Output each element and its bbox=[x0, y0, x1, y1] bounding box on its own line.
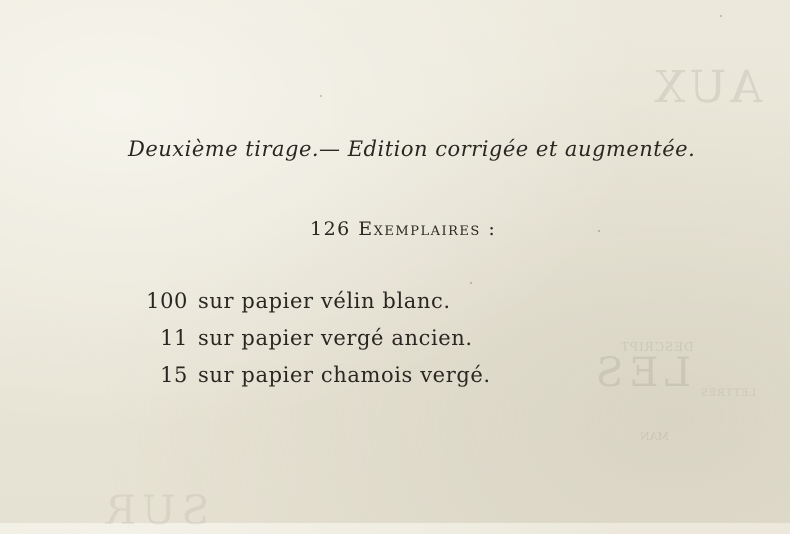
copy-count: 100 bbox=[146, 289, 188, 313]
copies-heading: 126 Exemplaires : bbox=[310, 218, 497, 240]
copy-count: 11 bbox=[160, 326, 188, 350]
paper-speck bbox=[320, 95, 322, 97]
list-item bbox=[140, 360, 491, 397]
show-through-text: LES bbox=[590, 350, 692, 396]
paper-speck bbox=[598, 230, 600, 232]
paper-type: sur papier chamois vergé. bbox=[198, 363, 491, 387]
copy-count: 15 bbox=[160, 363, 188, 387]
show-through-text: SUR bbox=[100, 488, 210, 534]
list-item bbox=[140, 286, 491, 323]
edition-note: Deuxième tirage.— Edition corrigée et augmentée. bbox=[128, 137, 696, 161]
show-through-text: LETTRES bbox=[700, 388, 757, 399]
show-through-text: DESCRIPT bbox=[620, 340, 694, 354]
list-item bbox=[140, 323, 491, 360]
show-through-text: MAN bbox=[640, 430, 669, 443]
paper-speck bbox=[720, 15, 722, 17]
paper-speck bbox=[470, 282, 472, 284]
copies-list bbox=[140, 286, 491, 397]
show-through-text: AUX bbox=[650, 62, 763, 113]
paper-type: sur papier vélin blanc. bbox=[198, 289, 451, 313]
paper-type: sur papier vergé ancien. bbox=[198, 326, 473, 350]
